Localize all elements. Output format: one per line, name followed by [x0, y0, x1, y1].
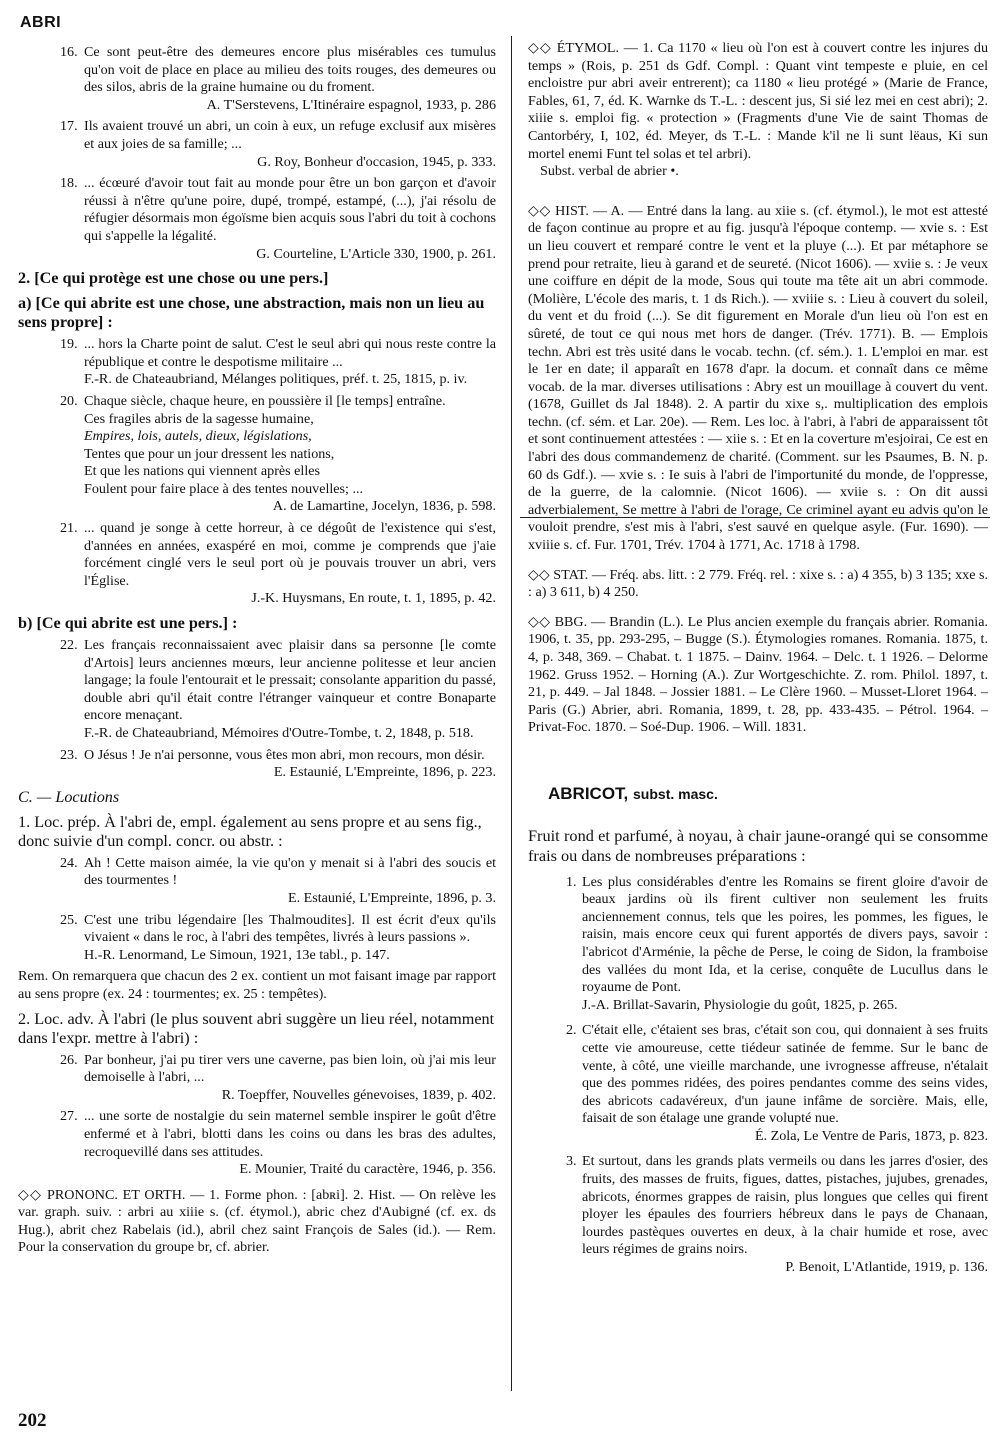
example-text: Les plus considérables d'entre les Romains se firent gloire d'avoir de beaux jardins où ils firent cultiver non seulement les fruits anciennement connus, tels que les poires, les pommes, les figues, le raisin, mais encore ceux qui furent apportés de divers pays, savoir : l'abricot d'Arménie, la pêche de Perse, le coing de Sidon, la framboise des vallées du mont Ida, et la cerise, conquête de Lucullus dans le royaume de Pont.: [582, 873, 988, 996]
right-column: [528, 40, 988, 1281]
example-text: Ils avaient trouvé un abri, un coin à eux, un refuge exclusif aux misères et aux joies de sa famille; ...: [84, 118, 496, 152]
example-source: É. Zola, Le Ventre de Paris, 1873, p. 823.: [754, 1127, 988, 1144]
verse-line: Empires, lois, autels, dieux, législations,: [84, 428, 312, 445]
locution-heading-1: 1. Loc. prép. À l'abri de, empl. également au sens propre et au sens fig., donc suivie d'un compl. concr. ou abstr. :: [18, 812, 482, 850]
example-source: E. Estaunié, L'Empreinte, 1896, p. 3.: [287, 889, 496, 906]
page-number: 202: [18, 1410, 47, 1431]
verse-line: Ces fragiles abris de la sagesse humaine,: [84, 410, 314, 427]
statistics-section: ◇◇ STAT. — Fréq. abs. litt. : 2 779. Fréq. rel. : xixe s. : a) 4 355, b) 3 135; xxe s. : a) 3 611, b) 4 250.: [528, 566, 988, 601]
example-number: 16.: [60, 44, 78, 60]
verse-line: Et que les nations qui viennent après elles: [84, 463, 321, 480]
example-number: 2.: [566, 1022, 577, 1039]
example-number: 24.: [60, 854, 78, 871]
example-27: [18, 1108, 496, 1178]
example-21: [18, 520, 496, 608]
example-number: 25.: [60, 911, 78, 928]
abricot-example-3: [528, 1153, 988, 1276]
example-source: G. Courteline, L'Article 330, 1900, p. 261.: [256, 245, 496, 262]
example-source: J.-A. Brillat-Savarin, Physiologie du goût, 1825, p. 265.: [582, 996, 898, 1013]
example-25: [18, 912, 496, 965]
example-22: [18, 637, 496, 743]
example-source: P. Benoit, L'Atlantide, 1919, p. 136.: [785, 1259, 988, 1276]
example-16: [18, 44, 496, 114]
subsense-heading-a: a) [Ce qui abrite est une chose, une abstraction, mais non un lieu au sens propre] :: [18, 294, 485, 332]
example-20: [18, 393, 496, 516]
example-text: Les français reconnaissaient avec plaisir dans sa personne [le comte d'Artois] leurs anciennes mœurs, leur ancienne politesse et leur ancien langage; la foule l'entourait et le pressait; consolante apparition du passé, double abri qu'il était contre l'étranger vainqueur et contre Bonaparte encore menaçant.: [84, 637, 496, 724]
example-text: Ah ! Cette maison aimée, la vie qu'on y menait si à l'abri des soucis et des tourmentes !: [84, 854, 496, 889]
running-head: ABRI: [20, 14, 62, 31]
example-number: 17.: [60, 118, 78, 135]
abricot-example-1: [528, 874, 988, 1015]
example-source: H.-R. Lenormand, Le Simoun, 1921, 13e tabl., p. 147.: [84, 946, 390, 963]
definition: Fruit rond et parfumé, à noyau, à chair jaune-orangé qui se consomme frais ou dans de nombreuses préparations :: [528, 825, 988, 865]
example-text: ... hors la Charte point de salut. C'est le seul abri qui nous reste contre la république et contre le despotisme militaire ...: [84, 336, 496, 370]
example-number: 19.: [60, 336, 78, 353]
example-18: [18, 175, 496, 263]
example-26: [18, 1052, 496, 1105]
example-number: 21.: [60, 520, 78, 537]
headword: ABRICOT,: [548, 783, 629, 803]
pronunciation-section: ◇◇ PRONONC. ET ORTH. — 1. Forme phon. : [abʀi]. 2. Hist. — On relève les var. graph. suiv. : arbri au xiiie s. (cf. étymol.), abric chez d'Aubigné (cf. ex. ds Hug.), abrit chez Rabelais (id.), abril chez saint François de Sales (id.). — Rem. Pour la conservation du groupe br, cf. abrier.: [18, 1186, 496, 1256]
remark: Rem. On remarquera que chacun des 2 ex. contient un mot faisant image par rapport au sens propre (ex. 24 : tourmentes; ex. 25 : tempêtes).: [18, 968, 496, 1002]
example-text: C'est une tribu légendaire [les Thalmoudites]. Il est écrit d'eux qu'ils vivaient « dans le roc, à l'abri des tempêtes, livrés à leurs passions ».: [84, 911, 496, 946]
etymology-note: Subst. verbal de abrier •.: [540, 163, 679, 180]
abricot-example-2: [528, 1022, 988, 1145]
example-source: F.-R. de Chateaubriand, Mélanges politiques, préf. t. 25, 1815, p. iv.: [84, 371, 468, 388]
grammatical-category: subst. masc.: [633, 785, 718, 802]
example-text: O Jésus ! Je n'ai personne, vous êtes mon abri, mon recours, mon désir.: [84, 746, 485, 763]
example-source: G. Roy, Bonheur d'occasion, 1945, p. 333.: [257, 153, 496, 170]
verse-line: Foulent pour faire place à des tentes nouvelles; ...: [84, 480, 364, 497]
example-number: 26.: [60, 1051, 78, 1068]
example-number: 3.: [566, 1153, 577, 1170]
example-text: Ce sont peut-être des demeures encore plus misérables ces tumulus qu'on voit de place en place au milieu des toits rouges, des demeures ou des silos, abris de la graine humaine ou du froment.: [84, 44, 496, 96]
example-source: E. Estaunié, L'Empreinte, 1896, p. 223.: [273, 764, 496, 781]
example-text: ... écœuré d'avoir tout fait au monde pour être un bon garçon et d'avoir réussi à n'être qu'une poire, dupé, trompé, estampé, (...), j'ai résolu de réfugier désormais mon égoïsme bien acquis sous l'abri du toit à cochons qui s'appelle la légalité.: [84, 175, 496, 244]
section-heading-locutions: C. — Locutions: [18, 787, 120, 806]
example-source: F.-R. de Chateaubriand, Mémoires d'Outre-Tombe, t. 2, 1848, p. 518.: [84, 725, 474, 741]
example-source: R. Toepffer, Nouvelles génevoises, 1839, p. 402.: [221, 1086, 496, 1103]
example-19: [18, 336, 496, 389]
subsense-heading-2: 2. [Ce qui protège est une chose ou une pers.]: [18, 269, 329, 288]
subsense-heading-b: b) [Ce qui abrite est une pers.] :: [18, 614, 238, 633]
verse-line: Tentes que pour un jour dressent les nations,: [84, 445, 335, 462]
example-number: 22.: [60, 637, 78, 654]
example-source: E. Mounier, Traité du caractère, 1946, p. 356.: [239, 1161, 496, 1178]
etymology-section: [528, 40, 988, 181]
example-text: C'était elle, c'étaient ses bras, c'était son cou, qui donnaient à ses fruits cette vie amoureuse, cette tiédeur satinée de femme. Sur le banc de vente, à côté, une vieille marchande, une ivrognesse affreuse, n'étalait que des pommes ridées, des poires pendantes comme des seins vides, des abricots cadavéreux, d'un jaune infâme de sorcière. Mais, elle, faisait de son étalage une grande volupté nue.: [582, 1022, 988, 1127]
example-24: [18, 855, 496, 908]
example-number: 20.: [60, 392, 78, 409]
example-number: 18.: [60, 175, 78, 192]
verse-line: Chaque siècle, chaque heure, en poussière il [le temps] entraîne.: [84, 392, 446, 409]
locution-heading-2: 2. Loc. adv. À l'abri (le plus souvent abri suggère un lieu réel, notamment dans l'expr. mettre à l'abri) :: [18, 1009, 495, 1047]
example-source: J.-K. Huysmans, En route, t. 1, 1895, p. 42.: [251, 590, 496, 607]
example-text: ... une sorte de nostalgie du sein maternel semble inspirer le goût d'être enfermé et à l'abri, blotti dans les coins ou dans les bras des adultes, recroquevillé dans ses attitudes.: [84, 1108, 496, 1160]
example-number: 27.: [60, 1108, 78, 1125]
left-column: [18, 44, 496, 1257]
example-source: A. T'Serstevens, L'Itinéraire espagnol, 1933, p. 286: [206, 96, 496, 113]
example-17: [18, 118, 496, 171]
example-number: 23.: [60, 746, 78, 763]
entry-headword: [548, 785, 988, 804]
example-23: [18, 747, 496, 782]
example-source: A. de Lamartine, Jocelyn, 1836, p. 598.: [272, 498, 496, 515]
example-text: Et surtout, dans les grands plats vermeils ou dans les jarres d'osier, des fruits, des masses de fruits, figues, dattes, pistaches, jujubes, grenades, abricots, énormes grappes de raisin, plus longues que celles qui firent ployer les épaules des fourriers hébreux dans le pays de Chanaan, lourdes pastèques ouvertes en deux, à la chair humide et rose, avec leurs régimes de grains noirs.: [582, 1153, 988, 1258]
bibliography-section: ◇◇ BBG. — Brandin (L.). Le Plus ancien exemple du français abrier. Romania. 1906, t. 35, pp. 293-295, – Bugge (S.). Étymologies romanes. Romania. 1875, t. 4, p. 348, 369. – Chabat. t. 1 1875. – Dainv. 1964. – Delc. t. 1 1926. – Delorme 1962. Gruss 1952. – Horning (A.). Zur Wortgeschichte. Z. rom. Philol. 1897, t. 21, p. 449. – Jal 1848. – Jossier 1881. – Le Clère 1960. – Musset-Lloret 1964. – Paris (G.) Abrier, abri. Romania, 1899, t. 28, pp. 433-435. – Pétrol. 1964. – Privat-Foc. 1870. – Soé-Dup. 1906. – Will. 1831.: [528, 613, 988, 736]
column-divider: [511, 36, 512, 1391]
example-number: 1.: [566, 873, 577, 890]
history-section: ◇◇ HIST. — A. — Entré dans la lang. au xiie s. (cf. étymol.), le mot est attesté de façon continue au propre et au fig. jusqu'à l'époque contemp. — xvie s. : Est un lieu couvert et remparé contre le vent et la pluye (...). Et par métaphore se prend pour retraite, lieu à garand et de seureté. (Nicot 1606). — xviie s. : Je veux une coiffure en dépit de la mode, Sous qui toute ma tête ait un abri commode. (Molière, L'école des maris, t. 1 ds Rich.). — xviiie s. : Lieu à couvert du soleil, du vent et du froid (...). Se dit figurement en Morale d'un lieu où l'on est en sûreté, de tout ce qui nous met hors de danger. (Trév. 1771). B. — Emplois techn. Abri est très usité dans le vocab. techn. (cf. sém.). 1. L'emploi en mar. est le 1er en date; il apparaît en 1678 d'apr. la docum. et connaît dans ce même vocab. de la mar. diverses utilisations : Abry est un mouillage à couvert du vent. (1678, Guillet ds Jal 1848). 2. A partir du xixe s,. multiplication des emplois techn. (cf. sém. et Lar. 20e). — Rem. Les loc. à l'abri, à l'abri de apparaissent tôt et sont continuement attestées : — xiie s. : Et en la coverture m'esjoirai, Ce est en l'abri des dous commandemenz de charité. (Comment. sur les Psaumes, B. N. p. 60 ds Gdf.). — xvie s. : Ie suis à l'abri de l'importunité du monde, de l'oppresse, de la guerre, de la calomnie. (Nicot 1606). — xviie s. : On dit aussi adverbialement, Se mettre à l'abri de l'orage, Ce criminel ayant eu advis qu'on le vouloit prendre, s'est mis à l'abri, s'est sauvé en quelque asyle. (Fur. 1690). — xviiie s. cf. Fur. 1701, Trév. 1704 à 1771, Ac. 1718 à 1798.: [528, 202, 988, 554]
example-text: ... quand je songe à cette horreur, à ce dégoût de l'existence qui s'est, d'années en années, exaspéré en moi, comme je comprends que j'aie forcément cinglé vers le seul port où je pouvais trouver un abri, vers l'Église.: [84, 520, 496, 589]
etymology-text: ◇◇ ÉTYMOL. — 1. Ca 1170 « lieu où l'on est à couvert contre les injures du temps » (Rois, p. 251 ds Gdf. Compl. : Quant vint tempeste e pluie, en cel encloistre pur abri aveir entrerent); ca 1180 « lieu protégé » (Marie de France, Fables, 61, 7, éd. K. Warnke ds T.-L. : descent jus, Si sié lez mei en cest abri); 2. xiiie s. emploi fig. « protection » (Fragments d'une Vie de saint Thomas de Cantorbéry, I, 102, éd. Meyer, ds T.-L. : Mande k'il ne li sunt lëaus, Ki sun mortel enemi Funt tel solas et tel arbri).: [528, 40, 988, 162]
example-text: Par bonheur, j'ai pu tirer vers une caverne, pas bien loin, où j'ai mis leur demoiselle à l'abri, ...: [84, 1051, 496, 1086]
